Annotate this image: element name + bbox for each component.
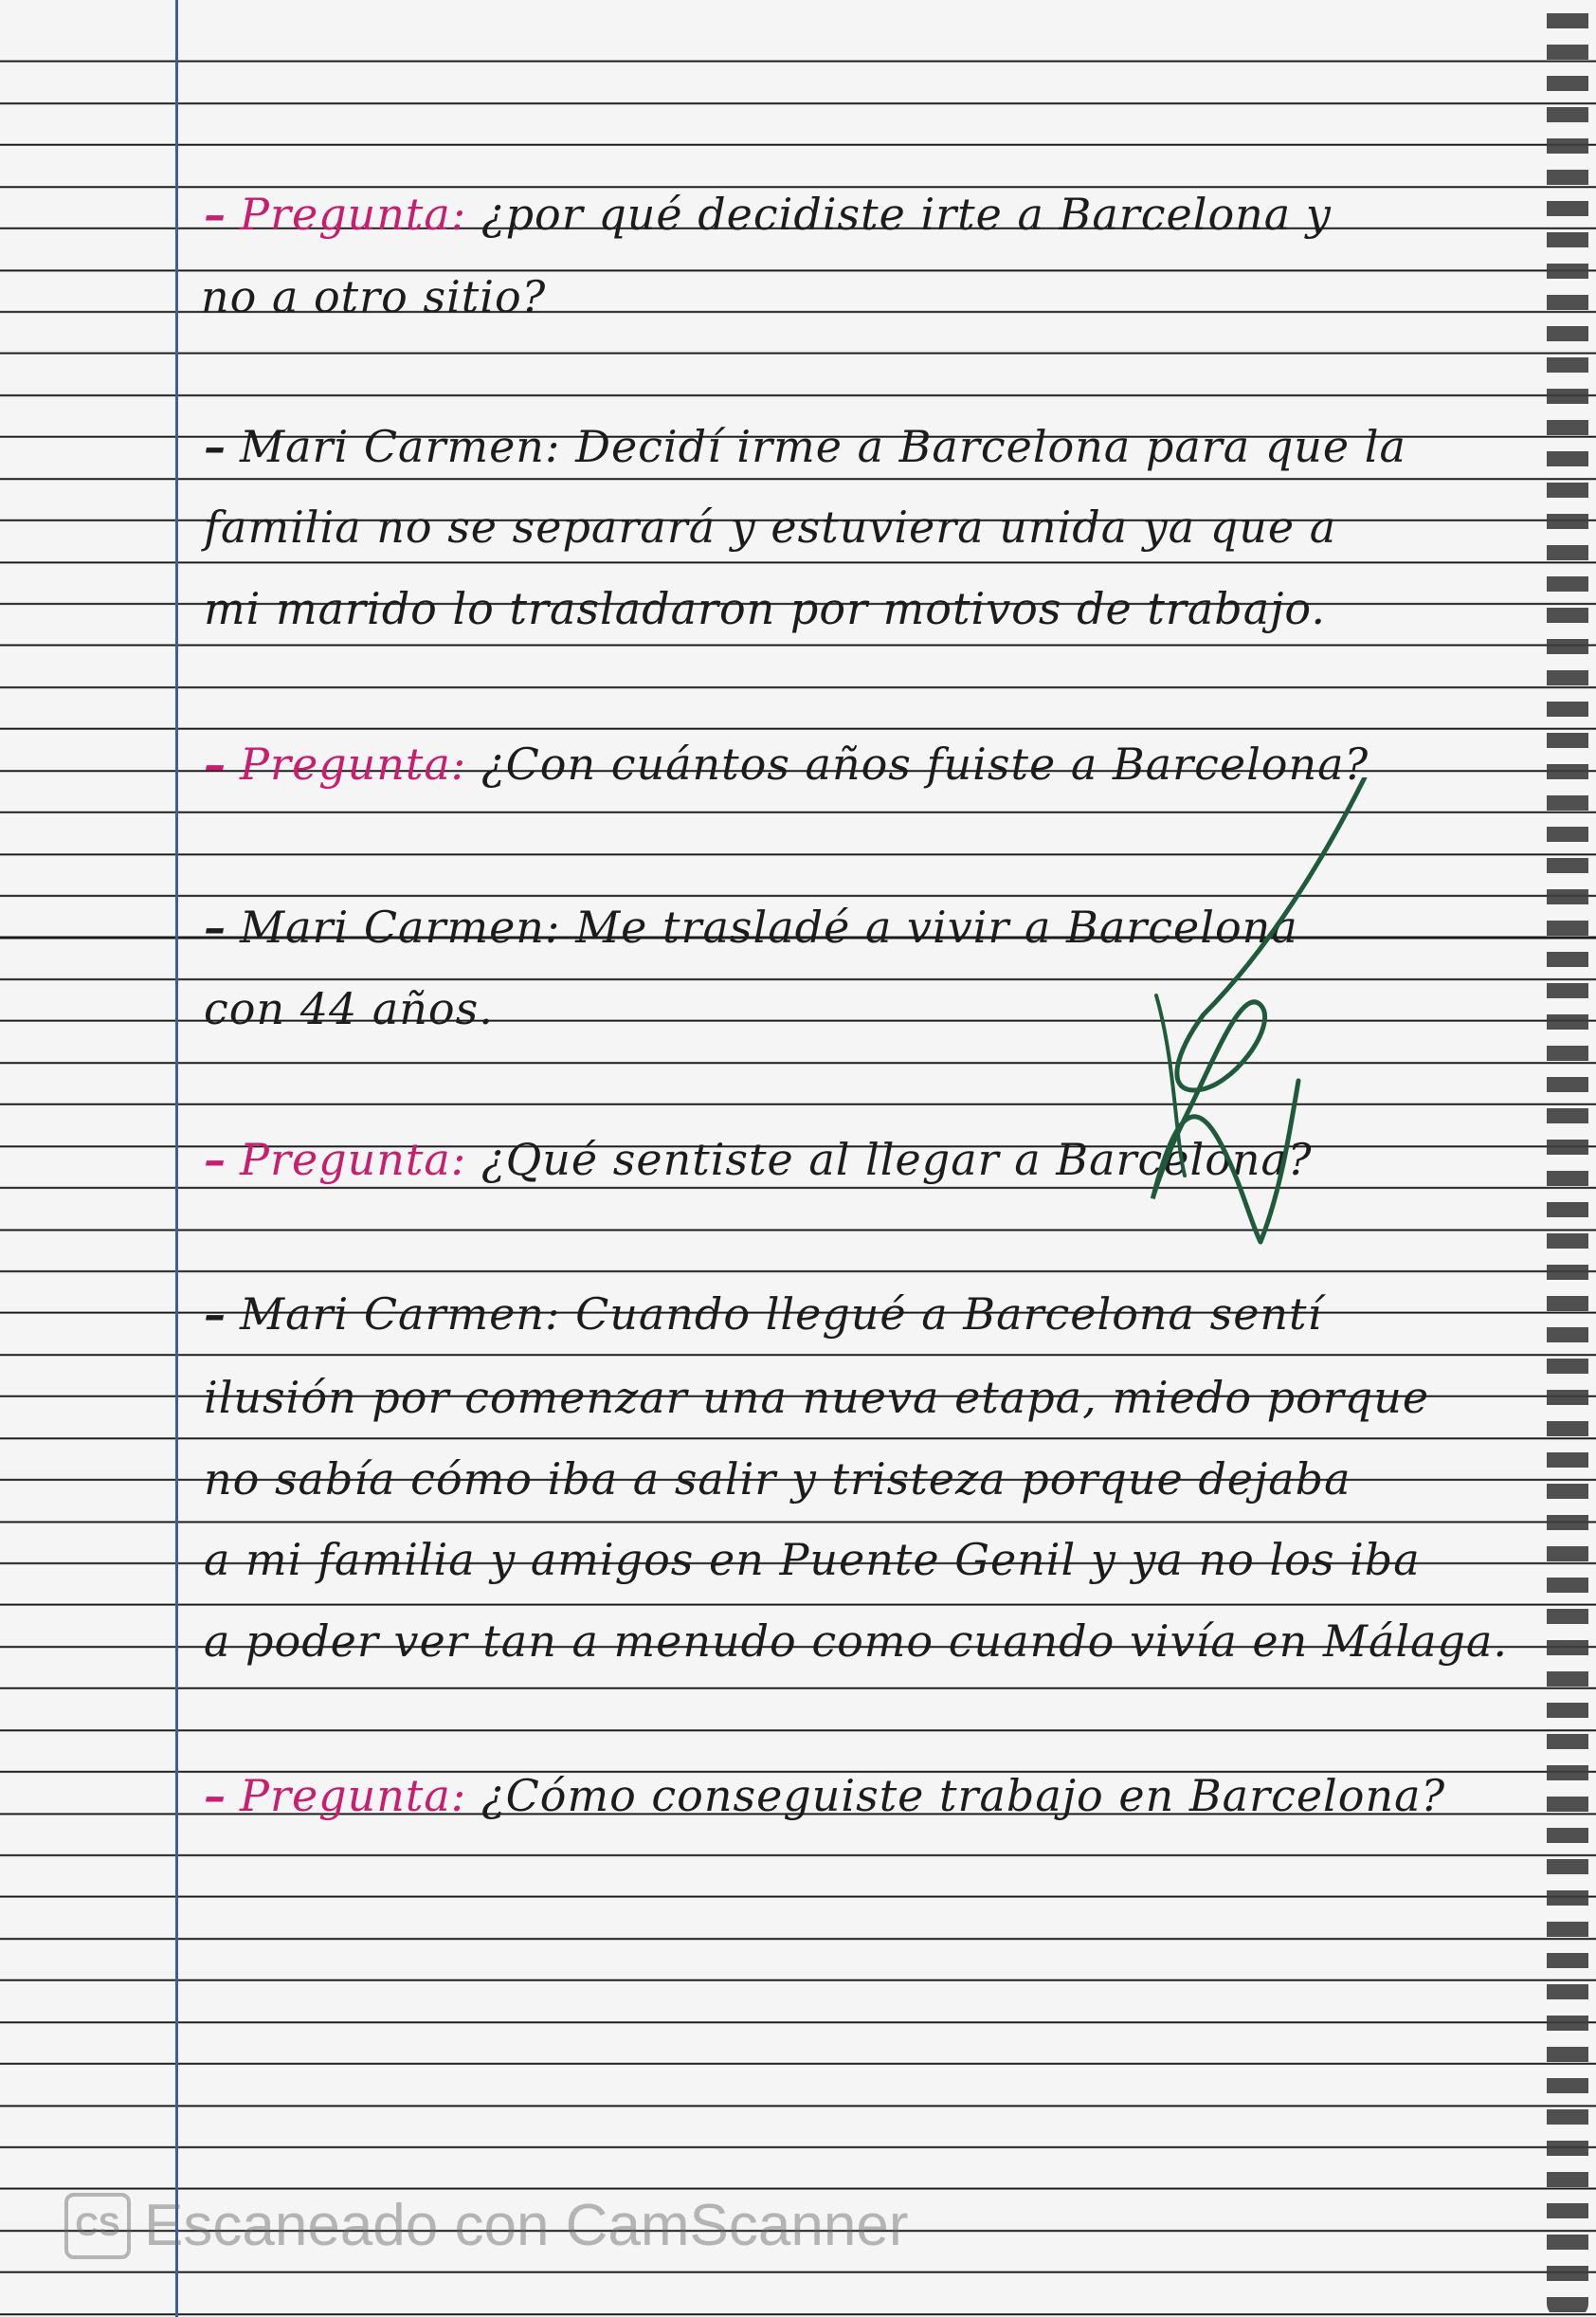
answer-speaker: Mari Carmen [240, 421, 545, 472]
question-1-line-1 [204, 188, 1332, 241]
question-1-line-2: no a otro sitio? [201, 271, 547, 322]
colon: : [544, 1288, 576, 1340]
dash: – [204, 739, 227, 790]
answer-1-line-2: familia no se separará y estuviera unida ya que a [204, 502, 1337, 553]
answer-2-line-2: con 44 años. [204, 983, 494, 1034]
colon: : [450, 739, 481, 790]
dash: – [204, 1134, 227, 1185]
spiral-binding [1547, 0, 1588, 2317]
dash: – [204, 902, 227, 953]
answer-text: Cuando llegué a Barcelona sentí [575, 1288, 1323, 1340]
dash: – [204, 189, 227, 240]
answer-speaker: Mari Carmen [240, 902, 545, 953]
camscanner-logo: CS [64, 2193, 131, 2259]
dash: – [204, 1288, 227, 1340]
colon: : [450, 189, 481, 240]
colon: : [544, 902, 576, 953]
dash: – [204, 421, 227, 472]
question-4-line-1 [204, 1769, 1445, 1822]
answer-3-line-4: a mi familia y amigos en Puente Genil y ya no los iba [204, 1534, 1421, 1585]
question-text: ¿Cómo conseguiste trabajo en Barcelona? [481, 1770, 1446, 1821]
answer-3-line-2: ilusión por comenzar una nueva etapa, miedo porque [204, 1372, 1430, 1423]
question-text: ¿por qué decidiste irte a Barcelona y [481, 189, 1332, 240]
answer-3-line-5: a poder ver tan a menudo como cuando vivía en Málaga. [204, 1615, 1509, 1667]
answer-speaker: Mari Carmen [240, 1288, 545, 1340]
question-text: ¿Qué sentiste al llegar a Barcelona? [481, 1134, 1313, 1185]
answer-text: Me trasladé a vivir a Barcelona [575, 902, 1298, 953]
handwritten-signature [1043, 777, 1478, 1251]
question-speaker: Pregunta [240, 189, 451, 240]
question-speaker: Pregunta [240, 1770, 451, 1821]
answer-3-line-1 [204, 1287, 1322, 1341]
answer-text: Decidí irme a Barcelona para que la [575, 421, 1406, 472]
question-text: ¿Con cuántos años fuiste a Barcelona? [481, 739, 1369, 790]
dash: – [204, 1770, 227, 1821]
answer-1-line-3: mi marido lo trasladaron por motivos de trabajo. [204, 583, 1326, 634]
colon: : [450, 1134, 481, 1185]
margin-line [175, 0, 178, 2317]
question-speaker: Pregunta [240, 1134, 451, 1185]
watermark-text: Escaneado con CamScanner [144, 2193, 909, 2258]
answer-3-line-3: no sabía cómo iba a salir y tristeza porque dejaba [204, 1453, 1351, 1505]
colon: : [450, 1770, 481, 1821]
question-speaker: Pregunta [240, 739, 451, 790]
answer-1-line-1 [204, 420, 1406, 473]
colon: : [544, 421, 576, 472]
camscanner-watermark [64, 2192, 908, 2259]
